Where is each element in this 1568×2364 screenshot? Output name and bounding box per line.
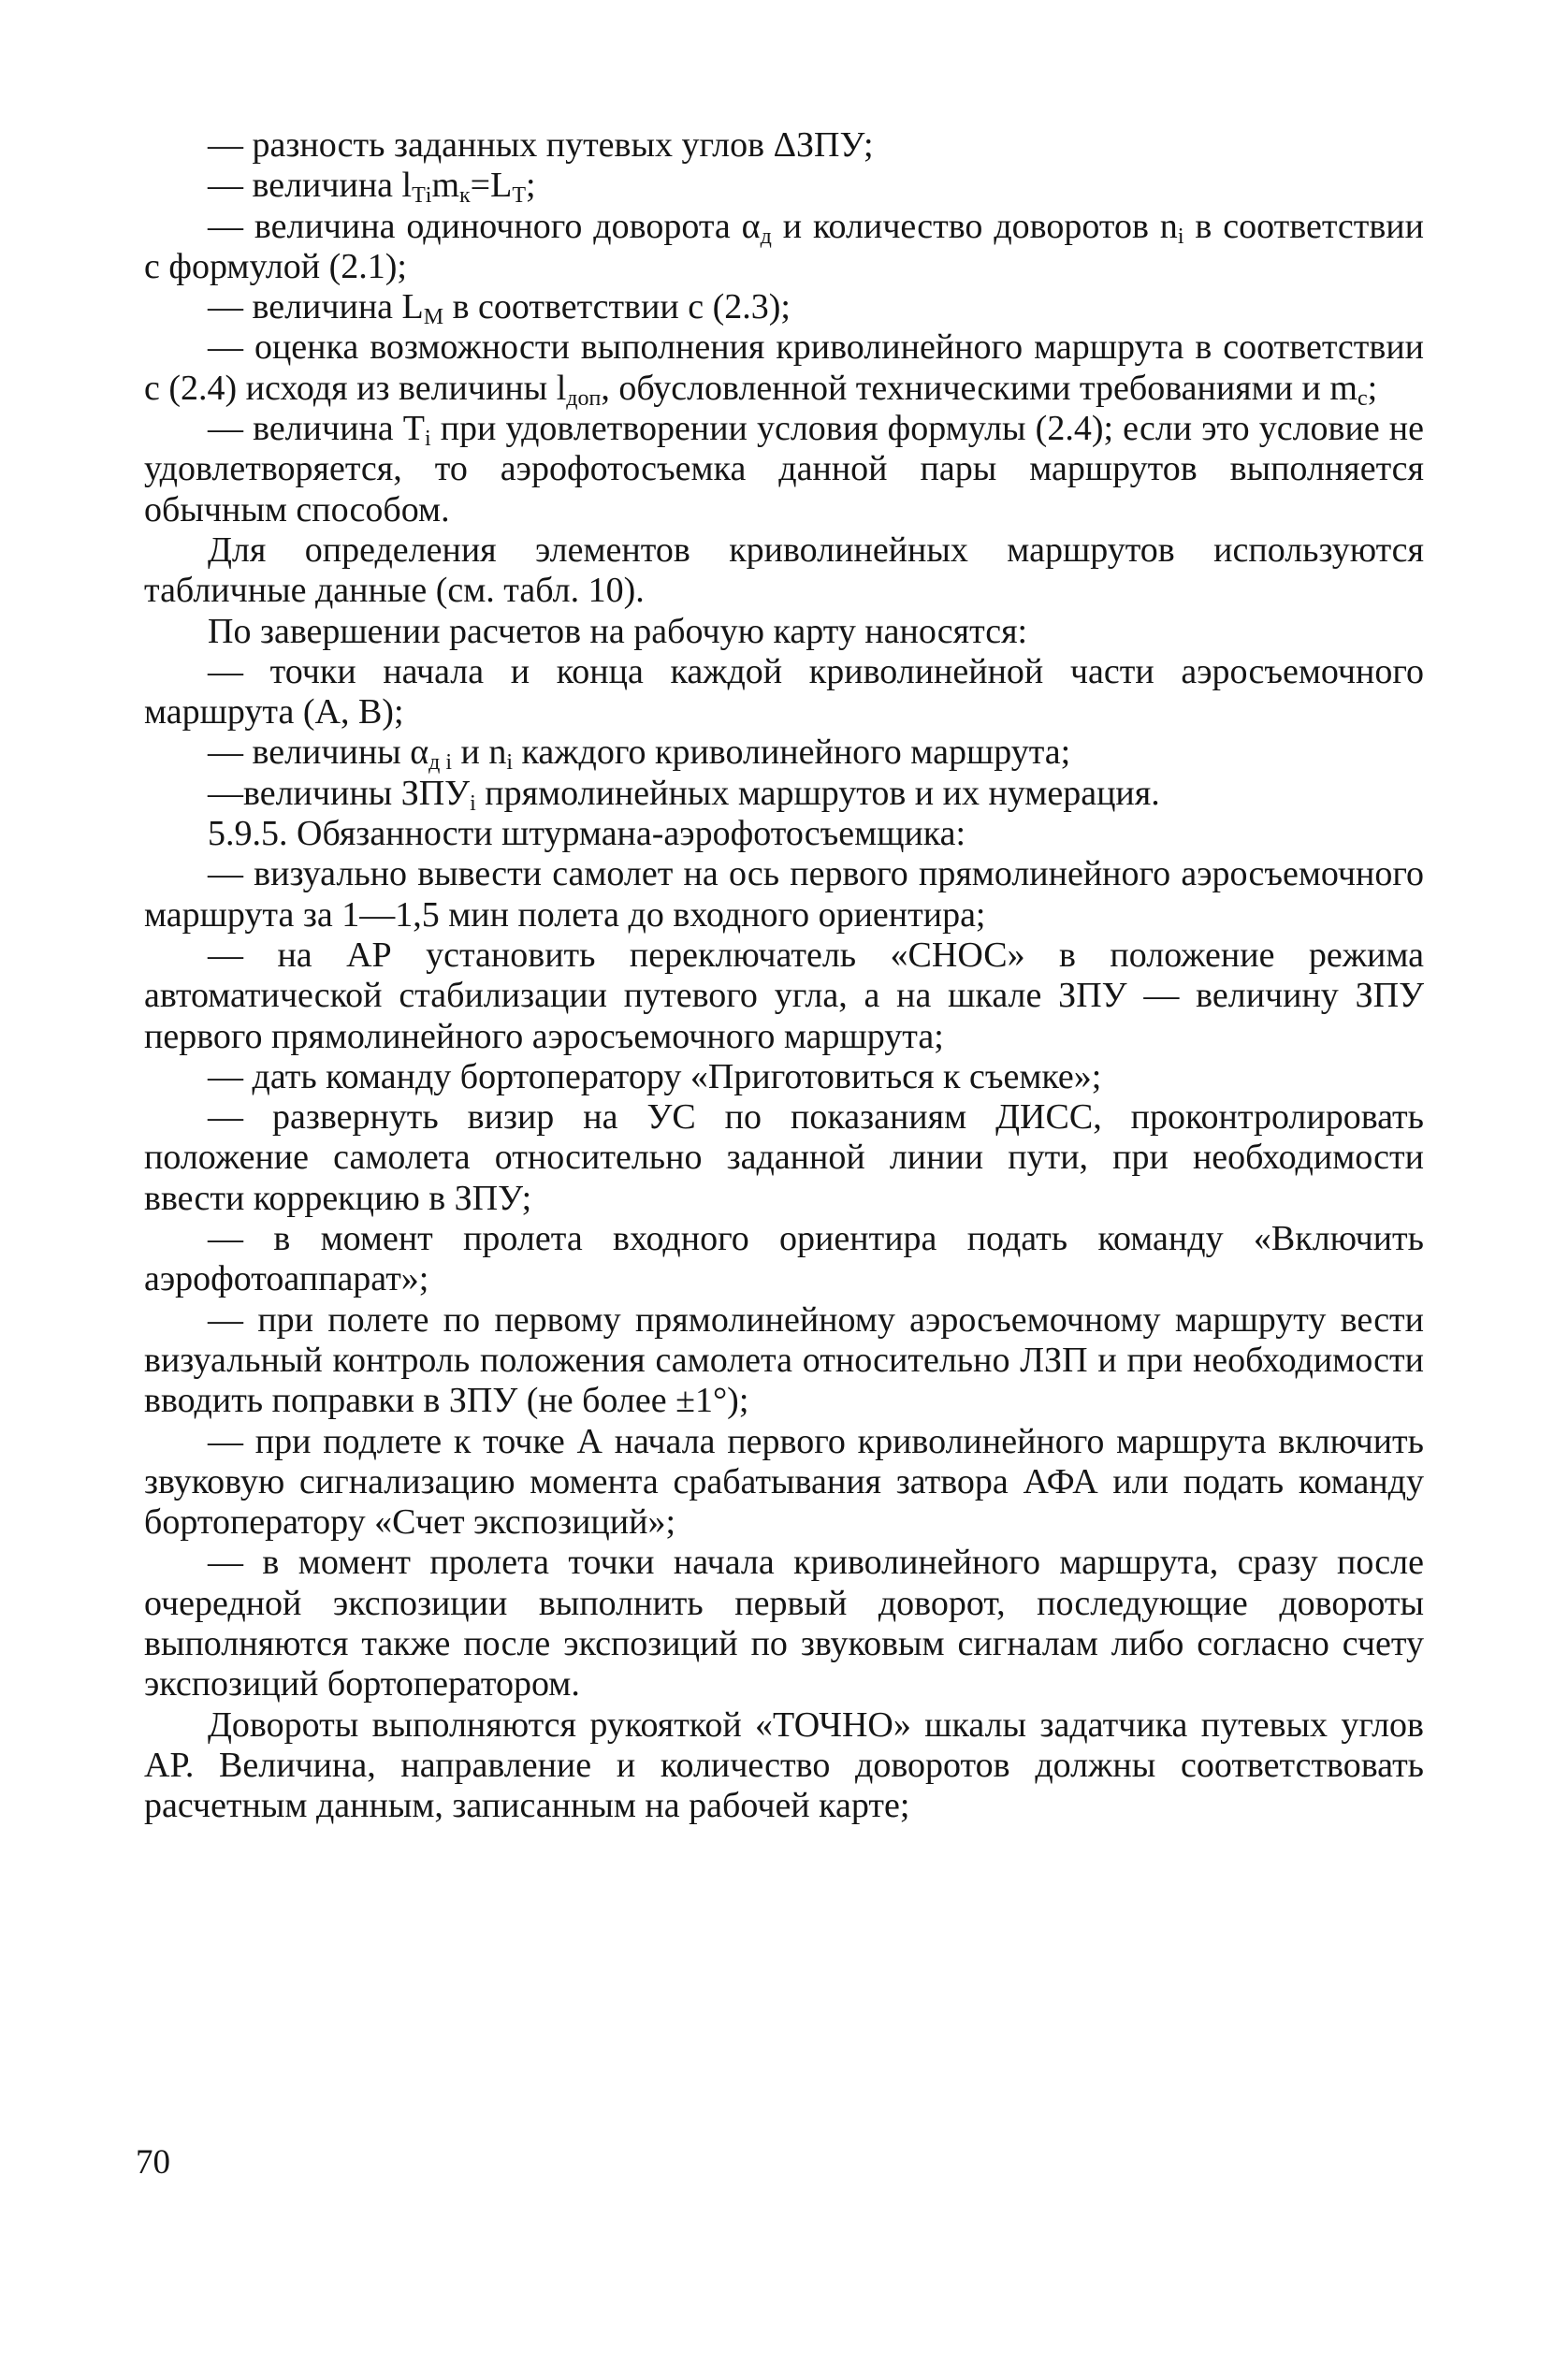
text-run: в соответствии с (2.3); bbox=[443, 287, 791, 327]
subscript: Т bbox=[412, 183, 426, 209]
text-run: и n bbox=[452, 732, 507, 773]
text-run: — величина T bbox=[208, 409, 425, 449]
text-run: — величина одиночного доворота α bbox=[208, 206, 761, 246]
subscript: i bbox=[1177, 224, 1184, 249]
subscript: i bbox=[506, 750, 514, 776]
text-run: в соответствии с формулой (2.1); bbox=[144, 206, 1424, 286]
paragraph bbox=[144, 125, 1424, 166]
paragraph bbox=[144, 1422, 1424, 1544]
paragraph bbox=[144, 935, 1424, 1057]
paragraph bbox=[144, 327, 1424, 409]
paragraph bbox=[144, 207, 1424, 288]
paragraph bbox=[144, 612, 1424, 652]
text-run: прямолинейных маршрутов и их нумерация. bbox=[475, 773, 1160, 813]
paragraph bbox=[144, 1219, 1424, 1300]
subscript: i bbox=[470, 790, 476, 816]
paragraph bbox=[144, 1705, 1424, 1827]
paragraph bbox=[144, 854, 1424, 935]
paragraph bbox=[144, 1543, 1424, 1704]
paragraph bbox=[144, 530, 1424, 612]
text-run: — величина l bbox=[208, 166, 413, 206]
subscript: i bbox=[424, 427, 431, 452]
text-run: — дать команду бортоператору «Приготовиться к съемке»; bbox=[208, 1056, 1102, 1096]
text-run: m bbox=[431, 166, 459, 206]
paragraph bbox=[144, 814, 1424, 854]
text-run: — развернуть визир на УС по показаниям ДИСС, проконтролировать положение самолета относительно заданной линии пути, при необходимости ввести коррекцию в ЗПУ; bbox=[144, 1097, 1424, 1218]
text-run: =L bbox=[470, 166, 513, 206]
text-run: — величина L bbox=[208, 287, 424, 327]
text-run: и количество доворотов n bbox=[771, 206, 1178, 246]
text-run: 5.9.5. Обязанности штурмана-аэрофотосъемщика: bbox=[208, 814, 966, 854]
paragraph bbox=[144, 1097, 1424, 1219]
body-text bbox=[144, 125, 1424, 1826]
subscript: с bbox=[1357, 385, 1368, 411]
subscript: д i bbox=[428, 750, 452, 776]
text-run: ; bbox=[1367, 368, 1378, 408]
paragraph bbox=[144, 652, 1424, 733]
text-run: Для определения элементов криволинейных маршрутов используются табличные данные (см. табл. 10). bbox=[144, 529, 1424, 611]
text-run: — оценка возможности выполнения криволинейного маршрута в соответствии с (2.4) исходя из величины l bbox=[144, 327, 1424, 408]
text-run: — визуально вывести самолет на ось первого прямолинейного аэросъемочного маршрута за 1—1,5 мин полета до входного ориентира; bbox=[144, 854, 1424, 935]
text-run: ; bbox=[526, 166, 536, 206]
text-run: — в момент пролета входного ориентира подать команду «Включить аэрофотоаппарат»; bbox=[144, 1219, 1424, 1299]
paragraph bbox=[144, 287, 1424, 330]
paragraph bbox=[144, 409, 1424, 530]
paragraph bbox=[144, 732, 1424, 776]
text-run: По завершении расчетов на рабочую карту наносятся: bbox=[208, 611, 1028, 651]
subscript: М bbox=[423, 305, 444, 330]
subscript: д bbox=[760, 224, 772, 249]
text-run: — разность заданных путевых углов ΔЗПУ; bbox=[208, 125, 874, 165]
paragraph bbox=[144, 1057, 1424, 1097]
text-run: , обусловленной техническими требованиями и m bbox=[601, 368, 1357, 408]
paragraph bbox=[144, 1300, 1424, 1422]
subscript: i bbox=[425, 183, 432, 209]
text-run: Довороты выполняются рукояткой «ТОЧНО» шкалы задатчика путевых углов АР. Величина, направление и количество доворотов должны соответствовать расчетным данным, записанным на рабочей карте; bbox=[144, 1704, 1424, 1826]
text-run: — в момент пролета точки начала криволинейного маршрута, сразу после очередной экспозиции выполнить первый доворот, последующие довороты выполняются также после экспозиций по звуковым сигналам либо согласно счету экспозиций бортоператором. bbox=[144, 1543, 1424, 1704]
subscript: к bbox=[459, 183, 471, 209]
text-run: — на АР установить переключатель «СНОС» в положение режима автоматической стабилизации путевого угла, а на шкале ЗПУ — величину ЗПУ первого прямолинейного аэросъемочного маршрута; bbox=[144, 935, 1424, 1056]
text-run: — величины α bbox=[208, 732, 429, 773]
paragraph bbox=[144, 774, 1424, 814]
subscript: доп bbox=[566, 385, 602, 411]
text-run: —величины ЗПУ bbox=[208, 773, 471, 813]
subscript: Т bbox=[512, 183, 526, 209]
text-run: — точки начала и конца каждой криволинейной части аэросъемочного маршрута (А, В); bbox=[144, 651, 1424, 732]
text-run: каждого криволинейного маршрута; bbox=[513, 732, 1071, 773]
text-run: при удовлетворении условия формулы (2.4); если это условие не удовлетворяется, то аэрофотосъемка данной пары маршрутов выполняется обычным способом. bbox=[144, 409, 1425, 529]
text-run: — при полете по первому прямолинейному аэросъемочному маршруту вести визуальный контроль положения самолета относительно ЛЗП и при необходимости вводить поправки в ЗПУ (не более ±1°); bbox=[144, 1299, 1424, 1421]
page-number: 70 bbox=[136, 2143, 170, 2182]
paragraph bbox=[144, 166, 1424, 209]
text-run: — при подлете к точке А начала первого криволинейного маршрута включить звуковую сигнализацию момента срабатывания затвора АФА или подать команду бортоператору «Счет экспозиций»; bbox=[144, 1421, 1424, 1543]
